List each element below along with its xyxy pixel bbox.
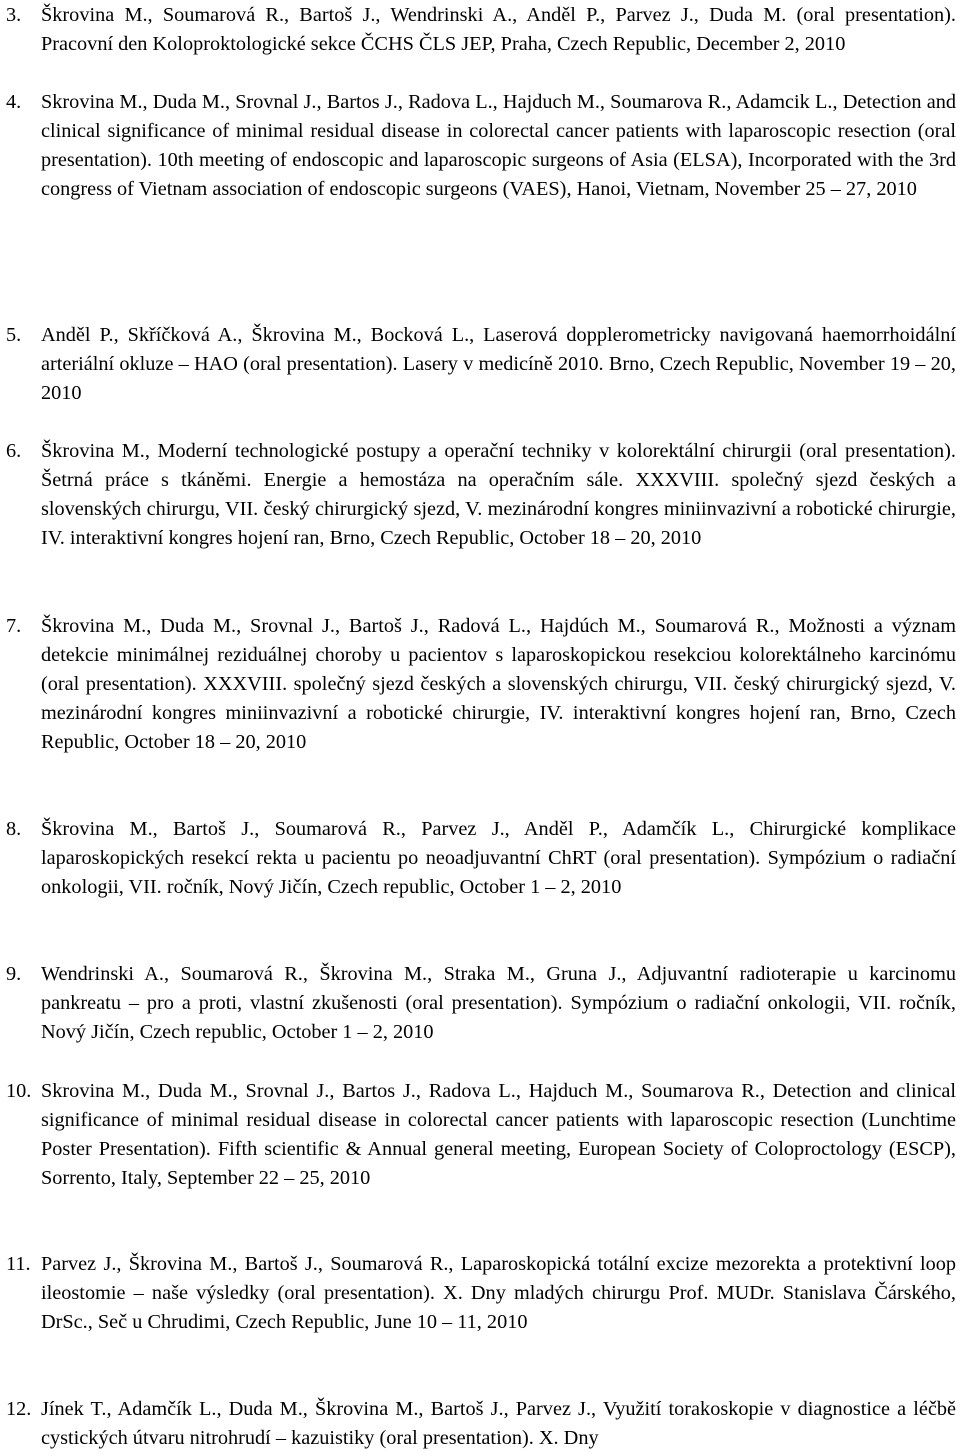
reference-text: Škrovina M., Bartoš J., Soumarová R., Parvez J., Anděl P., Adamčík L., Chirurgické komplikace laparoskopických resekcí rekta u pacientu po neoadjuvantní ChRT (oral presentation). Sympózium o radiační onkologii, VII. ročník, Nový Jičín, Czech republic, October 1 – 2, 2010 bbox=[41, 818, 956, 899]
reference-number: 12. bbox=[6, 1398, 32, 1420]
reference-3 bbox=[6, 1, 956, 59]
reference-number: 3. bbox=[6, 4, 22, 26]
reference-5 bbox=[6, 321, 956, 408]
reference-number: 7. bbox=[6, 615, 22, 637]
reference-9 bbox=[6, 960, 956, 1047]
reference-4 bbox=[6, 88, 956, 204]
reference-number: 8. bbox=[6, 818, 22, 840]
reference-number: 10. bbox=[6, 1080, 32, 1102]
reference-text: Škrovina M., Moderní technologické postupy a operační techniky v kolorektální chirurgii (oral presentation). Šetrná práce s tkáněmi. Energie a hemostáza na operačním sále. XXXVIII. společný sjezd českých a slovenských chirurgu, VII. český chirurgický sjezd, V. mezinárodní kongres miniinvazivní a robotické chirurgie, IV. interaktivní kongres hojení ran, Brno, Czech Republic, October 18 – 20, 2010 bbox=[41, 440, 956, 550]
reference-number: 6. bbox=[6, 440, 22, 462]
reference-text: Parvez J., Škrovina M., Bartoš J., Soumarová R., Laparoskopická totální excize mezorekta a protektivní loop ileostomie – naše výsledky (oral presentation). X. Dny mladých chirurgu Prof. MUDr. Stanislava Čárského, DrSc., Seč u Chrudimi, Czech Republic, June 10 – 11, 2010 bbox=[41, 1253, 956, 1334]
reference-7 bbox=[6, 612, 956, 757]
reference-text: Škrovina M., Soumarová R., Bartoš J., Wendrinski A., Anděl P., Parvez J., Duda M. (oral presentation). Pracovní den Koloproktologické sekce ČCHS ČLS JEP, Praha, Czech Republic, December 2, 2010 bbox=[41, 4, 956, 56]
reference-text: Škrovina M., Duda M., Srovnal J., Bartoš J., Radová L., Hajdúch M., Soumarová R., Možnosti a význam detekcie minimálnej reziduálnej choroby u pacientov s laparoskopickou resekciou kolorektálneho karcinómu (oral presentation). XXXVIII. společný sjezd českých a slovenských chirurgu, VII. český chirurgický sjezd, V. mezinárodní kongres miniinvazivní a robotické chirurgie, IV. interaktivní kongres hojení ran, Brno, Czech Republic, October 18 – 20, 2010 bbox=[41, 615, 956, 754]
reference-10 bbox=[6, 1077, 956, 1193]
reference-number: 11. bbox=[6, 1253, 31, 1275]
reference-text: Anděl P., Skříčková A., Škrovina M., Bocková L., Laserová dopplerometricky navigovaná haemorrhoidální arteriální okluze – HAO (oral presentation). Lasery v medicíně 2010. Brno, Czech Republic, November 19 – 20, 2010 bbox=[41, 324, 956, 405]
reference-text: Skrovina M., Duda M., Srovnal J., Bartos J., Radova L., Hajduch M., Soumarova R., Adamcik L., Detection and clinical significance of minimal residual disease in colorectal cancer patients with laparoscopic resection (oral presentation). 10th meeting of endoscopic and laparoscopic surgeons of Asia (ELSA), Incorporated with the 3rd congress of Vietnam association of endoscopic surgeons (VAES), Hanoi, Vietnam, November 25 – 27, 2010 bbox=[41, 91, 956, 201]
reference-number: 9. bbox=[6, 963, 22, 985]
reference-8 bbox=[6, 815, 956, 902]
reference-number: 4. bbox=[6, 91, 22, 113]
reference-text: Wendrinski A., Soumarová R., Škrovina M., Straka M., Gruna J., Adjuvantní radioterapie u karcinomu pankreatu – pro a proti, vlastní zkušenosti (oral presentation). Sympózium o radiační onkologii, VII. ročník, Nový Jičín, Czech republic, October 1 – 2, 2010 bbox=[41, 963, 956, 1044]
reference-text: Skrovina M., Duda M., Srovnal J., Bartos J., Radova L., Hajduch M., Soumarova R., Detection and clinical significance of minimal residual disease in colorectal cancer patients with laparoscopic resection (Lunchtime Poster Presentation). Fifth scientific & Annual general meeting, European Society of Coloproctology (ESCP), Sorrento, Italy, September 22 – 25, 2010 bbox=[41, 1080, 956, 1190]
reference-11 bbox=[6, 1250, 956, 1337]
reference-6 bbox=[6, 437, 956, 553]
reference-12 bbox=[6, 1395, 956, 1453]
reference-text: Jínek T., Adamčík L., Duda M., Škrovina M., Bartoš J., Parvez J., Využití torakoskopie v diagnostice a léčbě cystických útvaru nitrohrudí – kazuistiky (oral presentation). X. Dny bbox=[41, 1398, 956, 1450]
reference-number: 5. bbox=[6, 324, 22, 346]
